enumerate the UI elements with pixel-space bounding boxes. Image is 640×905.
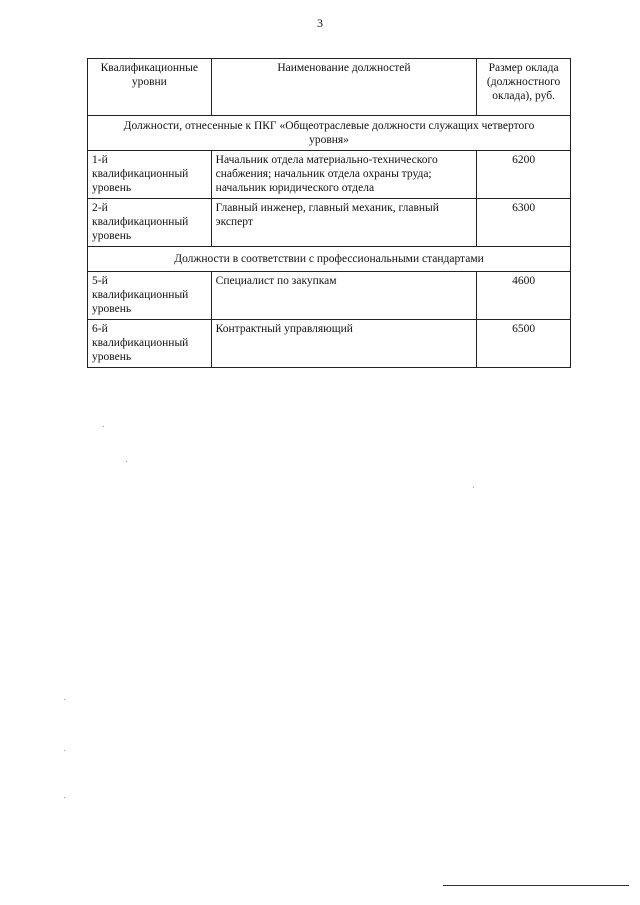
scan-speck: [64, 797, 65, 798]
scan-speck: [64, 699, 65, 700]
qualification-level: 5-й квалификационный уровень: [88, 272, 212, 320]
scan-speck: [473, 487, 474, 488]
section-title: Должности в соответствии с профессиональными стандартами: [88, 247, 571, 272]
position-names: Контрактный управляющий: [211, 320, 477, 368]
salary-value: 4600: [477, 272, 571, 320]
header-qualification-levels: Квалификационные уровни: [88, 59, 212, 116]
salary-table: [87, 58, 571, 368]
table-row: [88, 151, 571, 199]
salary-value: 6300: [477, 199, 571, 247]
salary-value: 6200: [477, 151, 571, 199]
qualification-level: 1-й квалификационный уровень: [88, 151, 212, 199]
table-header-row: [88, 59, 571, 116]
header-position-names: Наименование должностей: [211, 59, 477, 116]
page-number: 3: [317, 16, 323, 30]
table-row: [88, 272, 571, 320]
scan-speck: [103, 426, 104, 427]
qualification-level: 2-й квалификационный уровень: [88, 199, 212, 247]
salary-value: 6500: [477, 320, 571, 368]
scan-speck: [64, 750, 65, 751]
qualification-level: 6-й квалификационный уровень: [88, 320, 212, 368]
header-salary-size: Размер оклада (должностного оклада), руб.: [477, 59, 571, 116]
table-row: [88, 320, 571, 368]
position-names: Главный инженер, главный механик, главный эксперт: [211, 199, 477, 247]
position-names: Начальник отдела материально-технического снабжения; начальник отдела охраны труда; начальник юридического отдела: [211, 151, 477, 199]
section-row: [88, 116, 571, 151]
table-row: [88, 199, 571, 247]
section-row: [88, 247, 571, 272]
section-title: Должности, отнесенные к ПКГ «Общеотраслевые должности служащих четвертого уровня»: [88, 116, 571, 151]
position-names: Специалист по закупкам: [211, 272, 477, 320]
scan-speck: [126, 461, 127, 462]
bottom-rule: [443, 885, 629, 886]
